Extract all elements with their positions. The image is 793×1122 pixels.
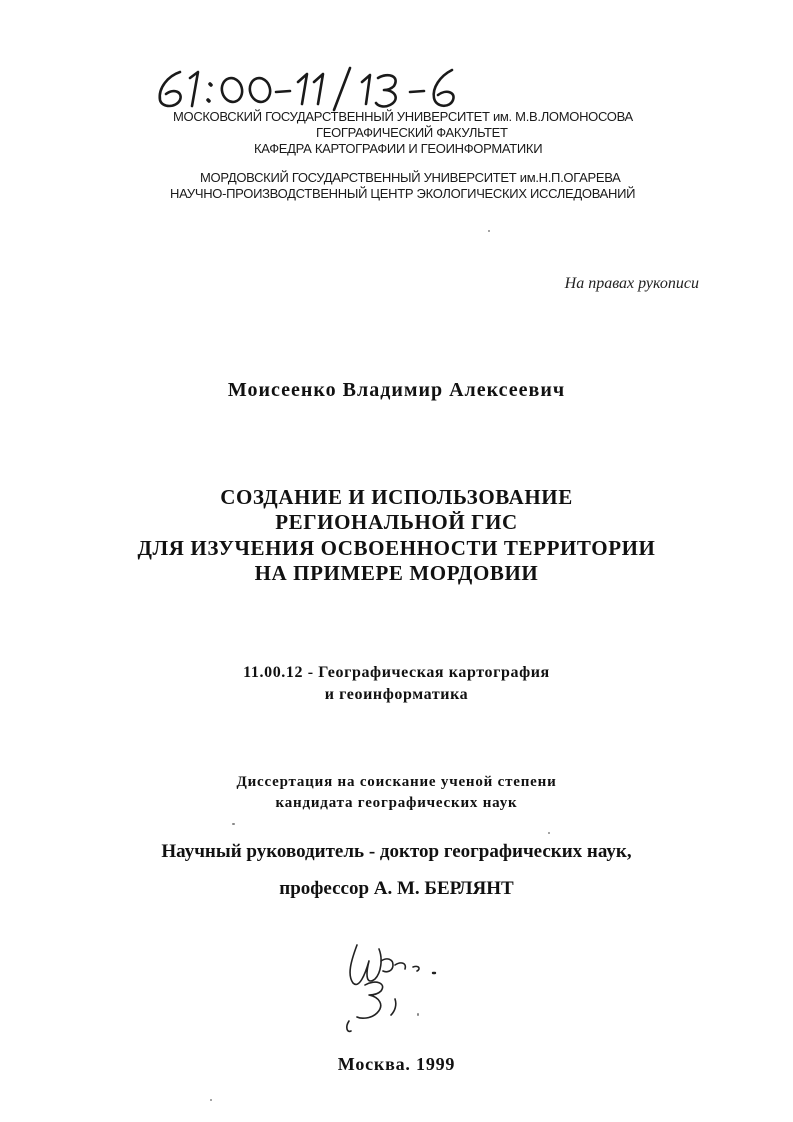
specialty-line-2: и геоинформатика <box>324 686 469 703</box>
scan-speck <box>232 823 235 825</box>
title-line-4: НА ПРИМЕРЕ МОРДОВИИ <box>254 561 539 585</box>
title-line-2: РЕГИОНАЛЬНОЙ ГИС <box>275 510 518 534</box>
supervisor-line-2: профессор А. М. БЕРЛЯНТ <box>279 878 514 899</box>
institution-line-3: КАФЕДРА КАРТОГРАФИИ И ГЕОИНФОРМАТИКИ <box>254 141 543 156</box>
supervisor-line-1: Научный руководитель - доктор географических наук, <box>161 841 632 862</box>
dissertation-line-1: Диссертация на соискание ученой степени <box>236 774 557 790</box>
footer-city-year: Москва. 1999 <box>337 1054 456 1074</box>
institution-line-4: МОРДОВСКИЙ ГОСУДАРСТВЕННЫЙ УНИВЕРСИТЕТ им.Н.П.ОГАРЕВА <box>200 170 621 185</box>
dissertation-line-2: кандидата географических наук <box>275 795 518 811</box>
institution-line-2: ГЕОГРАФИЧЕСКИЙ ФАКУЛЬТЕТ <box>316 125 508 140</box>
signature <box>335 935 465 1035</box>
scan-speck <box>488 230 490 232</box>
author-name: Моисеенко Владимир Алексеевич <box>227 379 566 401</box>
title-line-1: СОЗДАНИЕ И ИСПОЛЬЗОВАНИЕ <box>220 485 573 509</box>
institution-line-1: МОСКОВСКИЙ ГОСУДАРСТВЕННЫЙ УНИВЕРСИТЕТ им. М.В.ЛОМОНОСОВА <box>173 109 633 124</box>
title-line-3: ДЛЯ ИЗУЧЕНИЯ ОСВОЕННОСТИ ТЕРРИТОРИИ <box>137 536 656 560</box>
scan-speck <box>210 1099 212 1101</box>
handwritten-archive-code <box>150 62 510 112</box>
rights-note: На правах рукописи <box>564 275 699 292</box>
scan-speck <box>548 832 550 834</box>
scan-speck <box>417 1013 419 1016</box>
specialty-line-1: 11.00.12 - Географическая картография <box>243 664 550 681</box>
institution-line-5: НАУЧНО-ПРОИЗВОДСТВЕННЫЙ ЦЕНТР ЭКОЛОГИЧЕСКИХ ИССЛЕДОВАНИЙ <box>170 186 636 201</box>
